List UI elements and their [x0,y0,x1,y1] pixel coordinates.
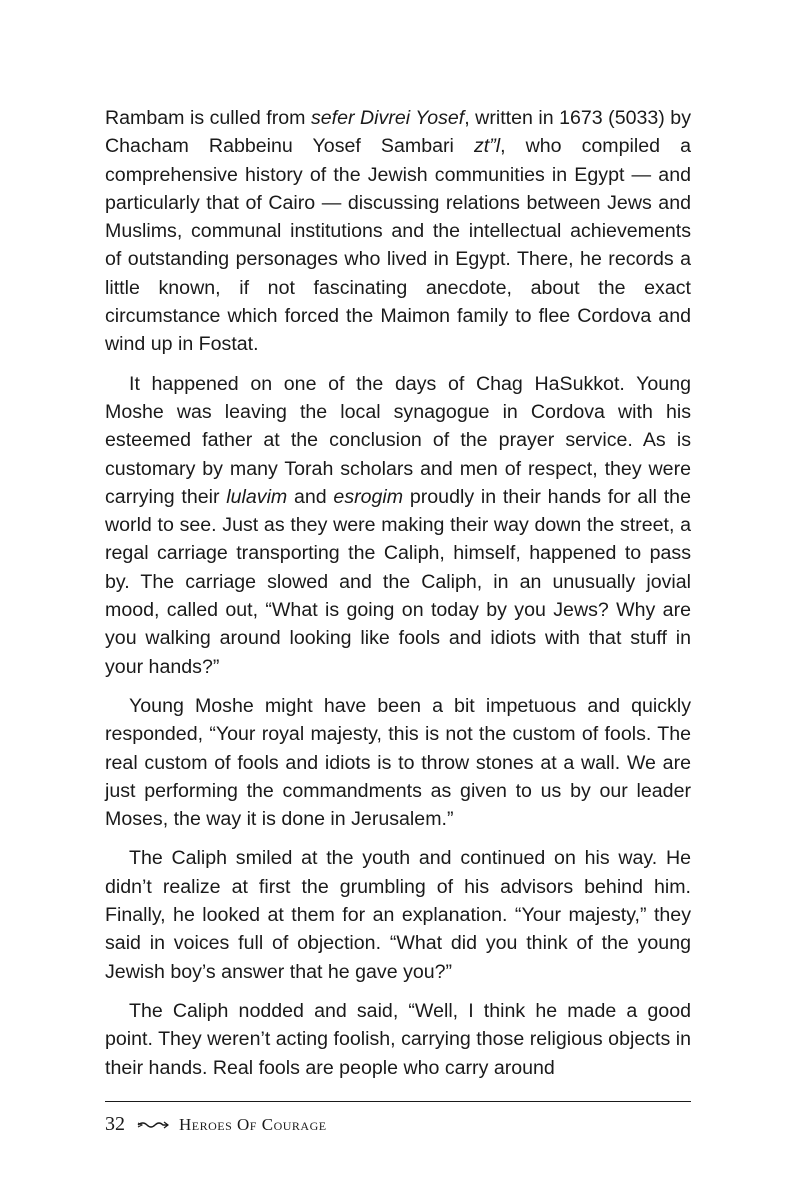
paragraph-1 [105,104,691,359]
text-run: It happened on one of the days of Chag HaSukkot. Young Moshe was leaving the local synagogue in Cordova with his esteemed father at the conclusion of the prayer service. As is customary by many Torah scholars and men of respect, they were carrying their [105,372,691,508]
page-footer [105,1113,327,1136]
paragraph-4: The Caliph smiled at the youth and continued on his way. He didn’t realize at first the grumbling of his advisors behind him. Finally, he looked at them for an explanation. “Your majesty,” they said in voices full of objection. “What did you think of the young Jewish boy’s answer that he gave you?” [105,847,691,983]
paragraph-3: Young Moshe might have been a bit impetuous and quickly responded, “Your royal majesty, this is not the custom of fools. The real custom of fools and idiots is to throw stones at a wall. We are just performing the commandments as given to us by our leader Moses, the way it is done in Jerusalem.” [105,694,691,831]
italic-book-title: sefer Divrei Yosef [310,107,465,129]
italic-honorific: zt”l [473,135,501,158]
italic-term-esrogim: esrogim [333,485,404,508]
text-run: , who compiled a comprehensive history of the Jewish communities in Egypt — and particularly that of Cairo — discussing relations between Jews and Muslims, communal institutions and the intellectual achievements of outstanding personages who lived in Egypt. There, he records a little known, if not fascinating anecdote, about the exact circumstance which forced the Maimon family to flee Cordova and wind up in Fostat. [105,135,691,356]
arrow-flourish-icon [137,1120,169,1130]
paragraph-2 [105,370,691,681]
text-run: Rambam is culled from [105,107,311,129]
italic-term-lulavim: lulavim [226,485,288,508]
text-run: , written in 1673 (5033) by Chacham Rabbeinu Yosef Sambari [105,107,691,158]
text-run: proudly in their hands for all the world to see. Just as they were making their way down the street, a regal carriage transporting the Caliph, himself, happened to pass by. The carriage slowed and the Caliph, in an unusually jovial mood, called out, “What is going on today by you Jews? Why are you walking around looking like fools and idiots with that stuff in your hands?” [105,485,691,678]
paragraph-5: The Caliph nodded and said, “Well, I think he made a good point. They weren’t acting foolish, carrying those religious objects in their hands. Real fools are people who carry around [105,999,691,1079]
footer-rule [105,1101,691,1102]
page-number: 32 [105,1113,125,1135]
running-title: Heroes Of Courage [179,1114,327,1134]
page-body [105,104,691,1093]
text-run: and [287,485,334,508]
